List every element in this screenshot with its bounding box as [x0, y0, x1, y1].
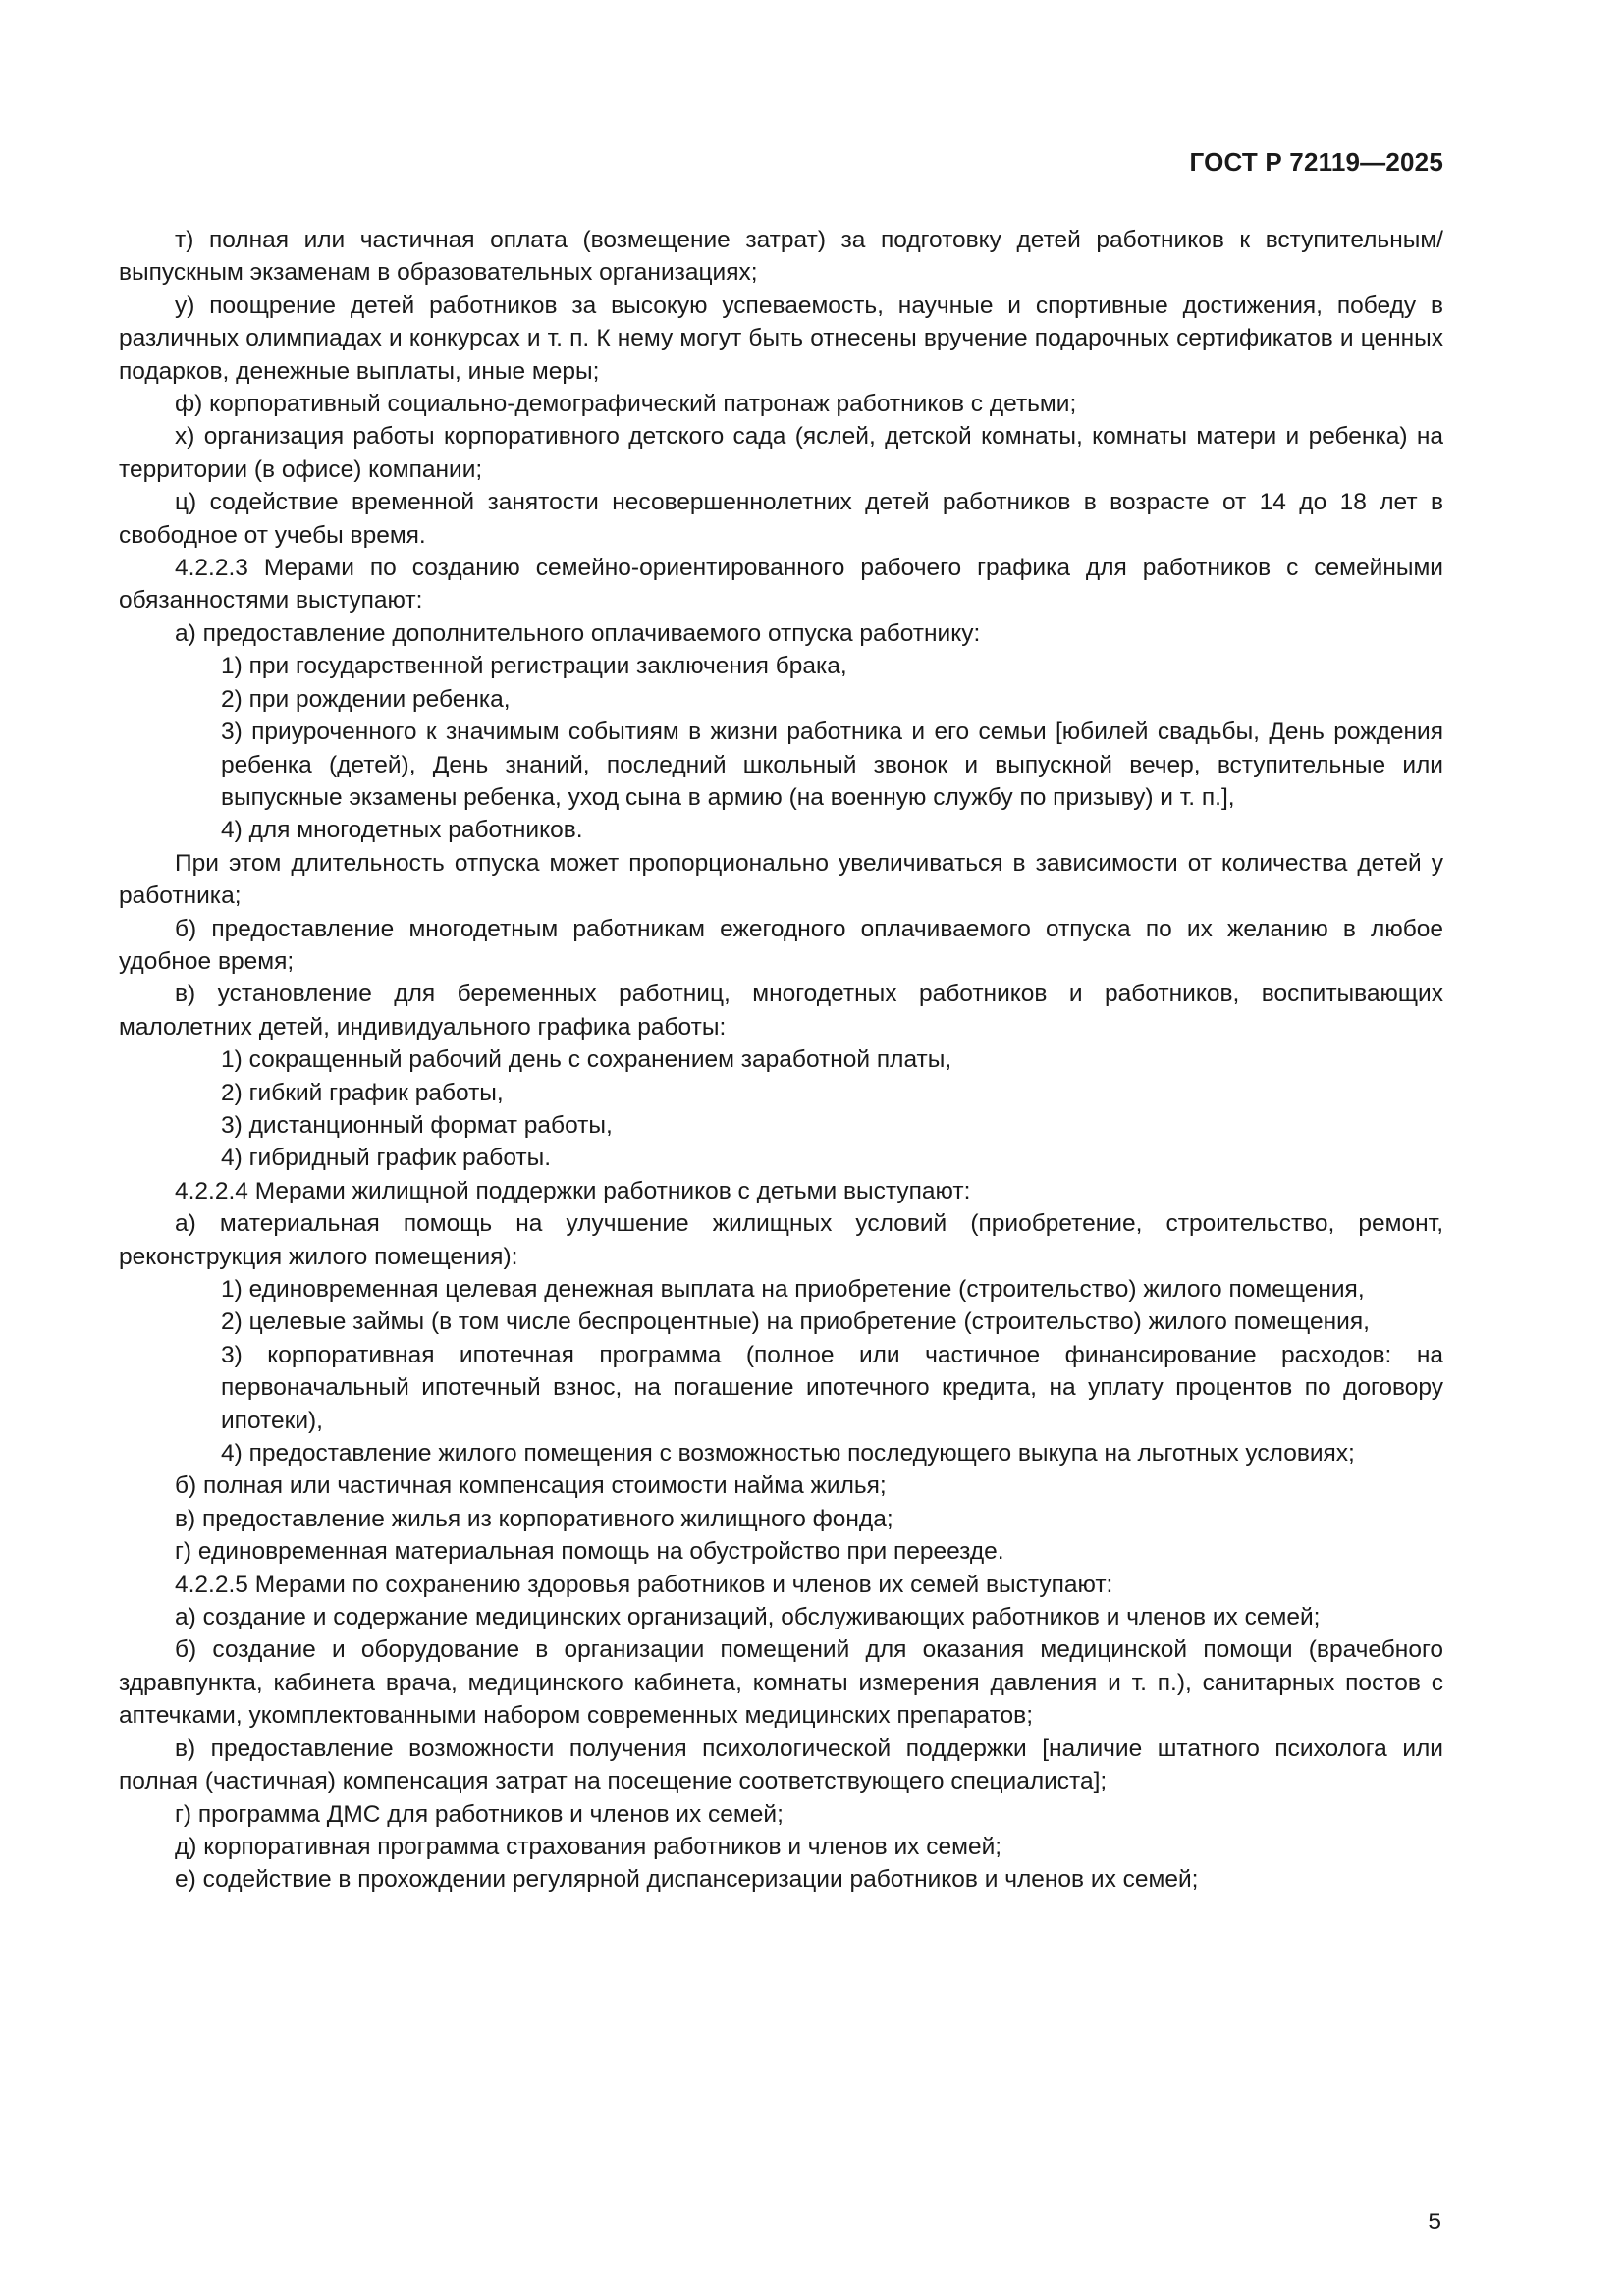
- document-body: [119, 224, 1443, 1896]
- paragraph: в) установление для беременных работниц, многодетных работников и работников, воспитывающих малолетних детей, индивидуального графика работы:: [119, 981, 1443, 1041]
- list-subitem: 4) предоставление жилого помещения с возможностью последующего выкупа на льготных условиях;: [221, 1440, 1355, 1468]
- paragraph: 4.2.2.3 Мерами по созданию семейно-ориентированного рабочего графика для работников с семейными обязанностями выступают:: [119, 555, 1443, 614]
- paragraph: в) предоставление жилья из корпоративного жилищного фонда;: [175, 1505, 893, 1532]
- paragraph: При этом длительность отпуска может пропорционально увеличиваться в зависимости от количества детей у работника;: [119, 849, 1443, 910]
- paragraph: г) единовременная материальная помощь на обустройство при переезде.: [175, 1538, 1004, 1566]
- paragraph: д) корпоративная программа страхования работников и членов их семей;: [175, 1833, 1002, 1860]
- paragraph: г) программа ДМС для работников и членов их семей;: [175, 1800, 784, 1828]
- paragraph: ц) содействие временной занятости несовершеннолетних детей работников в возрасте от 14 до 18 лет в свободное от учебы время.: [119, 489, 1443, 549]
- paragraph: в) предоставление возможности получения психологической поддержки [наличие штатного психолога или полная (частичная) компенсация затрат на посещение соответствующего специалиста];: [119, 1735, 1443, 1795]
- list-subitem: 4) для многодетных работников.: [221, 817, 583, 844]
- paragraph: б) создание и оборудование в организации помещений для оказания медицинской помощи (врачебного здравпункта, кабинета врача, медицинского кабинета, комнаты измерения давления и т. п.), санитарных постов с аптечками, укомплектованными набором современных медицинских препаратов;: [119, 1636, 1443, 1730]
- paragraph: а) создание и содержание медицинских организаций, обслуживающих работников и членов их семей;: [175, 1604, 1321, 1631]
- paragraph: х) организация работы корпоративного детского сада (яслей, детской комнаты, комнаты матери и ребенка) на территории (в офисе) компании;: [119, 423, 1443, 483]
- list-subitem: 3) корпоративная ипотечная программа (полное или частичное финансирование расходов: на первоначальный ипотечный взнос, на погашение ипотечного кредита, на уплату процентов по договору ипотеки),: [221, 1341, 1443, 1434]
- paragraph: у) поощрение детей работников за высокую успеваемость, научные и спортивные достижения, победу в различных олимпиадах и конкурсах и т. п. К нему могут быть отнесены вручение подарочных сертификатов и ценных подарков, денежные выплаты, иные меры;: [119, 292, 1443, 385]
- page-number: 5: [1428, 2209, 1441, 2235]
- list-subitem: 1) при государственной регистрации заключения брака,: [221, 653, 847, 680]
- list-subitem: 4) гибридный график работы.: [221, 1145, 552, 1172]
- paragraph: а) материальная помощь на улучшение жилищных условий (приобретение, строительство, ремонт, реконструкция жилого помещения):: [119, 1210, 1443, 1270]
- list-subitem: 2) целевые займы (в том числе беспроцентные) на приобретение (строительство) жилого помещения,: [221, 1308, 1370, 1336]
- list-subitem: 2) гибкий график работы,: [221, 1079, 504, 1106]
- list-subitem: 1) единовременная целевая денежная выплата на приобретение (строительство) жилого помещения,: [221, 1276, 1365, 1303]
- paragraph: е) содействие в прохождении регулярной диспансеризации работников и членов их семей;: [175, 1866, 1199, 1894]
- list-subitem: 3) приуроченного к значимым событиям в жизни работника и его семьи [юбилей свадьбы, День рождения ребенка (детей), День знаний, последний школьный звонок и выпускной вечер, вступительные или выпускные экзамены ребенка, уход сына в армию (на военную службу по призыву) и т. п.],: [221, 719, 1443, 811]
- paragraph: т) полная или частичная оплата (возмещение затрат) за подготовку детей работников к вступительным/выпускным экзаменам в образовательных организациях;: [119, 227, 1443, 287]
- paragraph: б) предоставление многодетным работникам ежегодного оплачиваемого отпуска по их желанию в любое удобное время;: [119, 915, 1443, 975]
- list-subitem: 3) дистанционный формат работы,: [221, 1111, 613, 1139]
- paragraph: ф) корпоративный социально-демографический патронаж работников с детьми;: [175, 391, 1077, 418]
- document-header: ГОСТ Р 72119—2025: [1189, 147, 1443, 177]
- paragraph: 4.2.2.4 Мерами жилищной поддержки работников с детьми выступают:: [175, 1177, 971, 1204]
- paragraph: б) полная или частичная компенсация стоимости найма жилья;: [175, 1472, 887, 1500]
- paragraph: 4.2.2.5 Мерами по сохранению здоровья работников и членов их семей выступают:: [175, 1571, 1113, 1598]
- list-subitem: 1) сокращенный рабочий день с сохранением заработной платы,: [221, 1046, 952, 1074]
- list-subitem: 2) при рождении ребенка,: [221, 685, 511, 713]
- paragraph: а) предоставление дополнительного оплачиваемого отпуска работнику:: [175, 619, 981, 647]
